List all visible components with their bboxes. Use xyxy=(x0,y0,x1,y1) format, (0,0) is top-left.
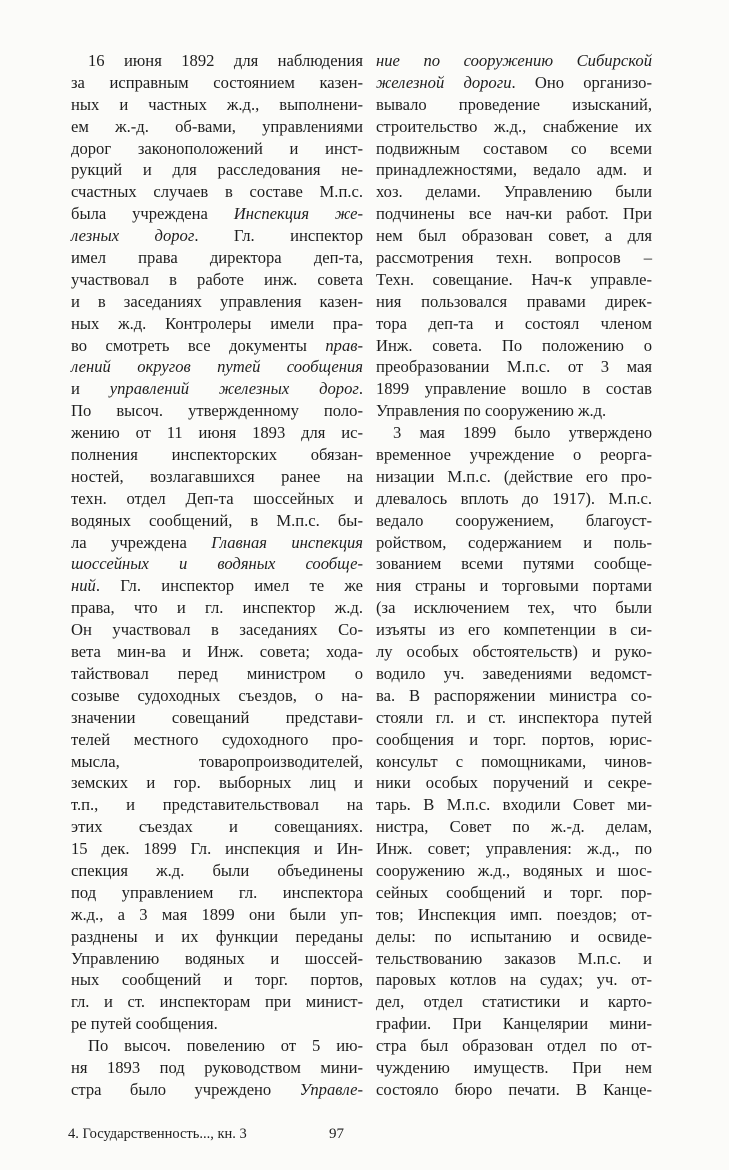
text-line xyxy=(71,335,363,357)
text-column-right xyxy=(376,50,652,1101)
text-segment: участвовал в работе инж. совета xyxy=(71,269,363,289)
text-line xyxy=(376,116,652,138)
page-number: 97 xyxy=(329,1126,344,1142)
text-line xyxy=(71,94,363,116)
text-line xyxy=(376,138,652,160)
text-segment: ня 1893 под руководством мини- xyxy=(71,1057,363,1077)
text-line xyxy=(376,225,652,247)
text-segment: созыве судоходных съездов, о на- xyxy=(71,685,363,705)
text-line xyxy=(376,991,652,1013)
text-line xyxy=(71,313,363,335)
text-line xyxy=(71,991,363,1013)
text-segment: во смотреть все документы xyxy=(71,335,326,355)
italic-term: Инспекция же- xyxy=(233,204,363,224)
text-segment: ла учреждена xyxy=(71,532,212,552)
text-line xyxy=(376,751,652,773)
text-segment: состояло бюро печати. В Канце- xyxy=(376,1079,652,1099)
text-segment: паровых котлов на судах; уч. от- xyxy=(376,970,652,990)
text-line xyxy=(71,510,363,532)
text-segment: подвижным составом со всеми xyxy=(376,138,652,158)
text-line xyxy=(71,751,363,773)
text-segment: т.п., и представительствовал на xyxy=(71,795,363,815)
text-line xyxy=(71,882,363,904)
text-line xyxy=(376,444,652,466)
text-line xyxy=(71,772,363,794)
text-line xyxy=(376,378,652,400)
italic-term: лезных дорог xyxy=(71,226,195,246)
text-line xyxy=(71,1057,363,1079)
text-line xyxy=(376,400,652,422)
text-line xyxy=(71,597,363,619)
text-segment: По высоч. повелению от 5 ию- xyxy=(88,1036,363,1056)
text-segment: ния пользовался правами дирек- xyxy=(376,291,652,311)
text-segment: дорог законоположений и инст- xyxy=(71,138,363,158)
text-segment: 1899 управление вошло в состав xyxy=(376,379,652,399)
text-line xyxy=(71,1079,363,1101)
text-segment: ва. В распоряжении министра со- xyxy=(376,685,652,705)
text-line xyxy=(376,641,652,663)
text-line xyxy=(376,707,652,729)
text-line xyxy=(376,94,652,116)
text-segment: ностей, возлагавшихся ранее на xyxy=(71,466,363,486)
text-segment: 16 июня 1892 для наблюдения xyxy=(88,51,363,70)
text-line xyxy=(376,685,652,707)
italic-term: ние по сооружению Сибирской xyxy=(376,51,652,70)
text-line xyxy=(376,1035,652,1057)
italic-term: прав- xyxy=(325,335,363,355)
text-segment: дел, отдел статистики и карто- xyxy=(376,992,652,1012)
text-line xyxy=(71,269,363,291)
text-segment: . Оно организо- xyxy=(511,72,653,92)
text-line xyxy=(376,50,652,72)
text-segment: гл. и ст. инспекторам при минист- xyxy=(71,992,363,1012)
text-segment: делы: по испытанию и освиде- xyxy=(376,926,652,946)
text-line xyxy=(376,488,652,510)
text-segment: сообщения и торг. портов, юрис- xyxy=(376,729,652,749)
text-segment: тельствованию заказов М.п.с. и xyxy=(376,948,652,968)
text-segment: вывало проведение изысканий, xyxy=(376,94,652,114)
text-line xyxy=(71,400,363,422)
text-line xyxy=(71,72,363,94)
text-line xyxy=(376,532,652,554)
text-segment: сооружению ж.д., водяных и шос- xyxy=(376,860,652,880)
text-segment: ния страны и торговыми портами xyxy=(376,576,652,596)
text-segment: изъяты из его компетенции в си- xyxy=(376,620,652,640)
text-segment: (за исключением тех, что были xyxy=(376,598,652,618)
italic-term: шоссейных и водяных сообще- xyxy=(71,554,363,574)
text-line xyxy=(71,203,363,225)
text-segment: тарь. В М.п.с. входили Совет ми- xyxy=(376,795,652,815)
text-line xyxy=(376,663,652,685)
text-segment: тайствовал перед министром о xyxy=(71,663,363,683)
text-column-left xyxy=(71,50,363,1101)
text-line xyxy=(376,816,652,838)
text-line xyxy=(376,269,652,291)
text-segment: техн. отдел Деп-та шоссейных и xyxy=(71,488,363,508)
text-segment: Управлению водяных и шоссей- xyxy=(71,948,363,968)
text-line xyxy=(71,291,363,313)
text-segment: была учреждена xyxy=(71,204,234,224)
italic-term: управлений железных дорог xyxy=(109,379,359,399)
text-segment: этих съездах и совещаниях. xyxy=(71,817,363,837)
text-segment: . xyxy=(358,379,363,399)
text-line xyxy=(376,575,652,597)
italic-term: ний xyxy=(71,576,96,596)
text-segment: под управлением гл. инспектора xyxy=(71,882,363,902)
text-line xyxy=(71,225,363,247)
text-line xyxy=(71,969,363,991)
text-line xyxy=(376,794,652,816)
text-segment: Инж. совет; управления: ж.д., по xyxy=(376,839,652,859)
text-segment: графии. При Канцелярии мини- xyxy=(376,1014,652,1034)
text-segment: спекция ж.д. были объединены xyxy=(71,860,363,880)
text-segment: . Гл. инспектор xyxy=(194,226,364,246)
text-segment: лу особых обстоятельств) и руко- xyxy=(376,642,652,662)
text-line xyxy=(71,619,363,641)
text-segment: хоз. делами. Управлению были xyxy=(376,182,652,202)
italic-term: лений округов путей сообщения xyxy=(71,357,363,377)
text-line xyxy=(376,597,652,619)
text-line xyxy=(71,904,363,926)
text-line xyxy=(71,838,363,860)
text-segment: рукций и для расследования не- xyxy=(71,160,363,180)
text-segment: и xyxy=(71,379,110,399)
text-segment: имел права директора деп-та, xyxy=(71,248,363,268)
text-line xyxy=(376,510,652,532)
text-line xyxy=(376,882,652,904)
text-segment: 15 дек. 1899 Гл. инспекция и Ин- xyxy=(71,839,363,859)
text-line xyxy=(376,772,652,794)
text-segment: ных сообщений и торг. портов, xyxy=(71,970,363,990)
text-segment: По высоч. утвержденному поло- xyxy=(71,401,363,421)
text-line xyxy=(71,1035,363,1057)
text-line xyxy=(71,948,363,970)
text-line xyxy=(71,1013,363,1035)
text-line xyxy=(71,422,363,444)
text-line xyxy=(376,904,652,926)
text-segment: зованием всеми путями сообще- xyxy=(376,554,652,574)
text-segment: подчинены все нач-ки работ. При xyxy=(376,204,652,224)
text-line xyxy=(71,138,363,160)
text-segment: ем ж.-д. об-вами, управлениями xyxy=(71,116,363,136)
text-line xyxy=(71,729,363,751)
text-line xyxy=(71,860,363,882)
text-line xyxy=(71,247,363,269)
text-line xyxy=(376,181,652,203)
text-segment: Он участвовал в заседаниях Со- xyxy=(71,620,363,640)
footer-signature: 4. Государственность..., кн. 3 xyxy=(68,1126,247,1142)
text-segment: консульт с помощниками, чинов- xyxy=(376,751,652,771)
text-line xyxy=(376,291,652,313)
text-segment: нем был образован совет, а для xyxy=(376,226,652,246)
italic-term: железной дороги xyxy=(376,72,512,92)
text-segment: чуждению имуществ. При нем xyxy=(376,1057,652,1077)
text-segment: вета мин-ва и Инж. совета; хода- xyxy=(71,642,363,662)
text-line xyxy=(376,466,652,488)
text-line xyxy=(376,1057,652,1079)
text-segment: за исправным состоянием казен- xyxy=(71,72,363,92)
text-line xyxy=(376,969,652,991)
text-segment: значении совещаний представи- xyxy=(71,707,363,727)
text-segment: жению от 11 июня 1893 для ис- xyxy=(71,423,363,443)
text-line xyxy=(71,641,363,663)
text-segment: сейных сообщений и торг. пор- xyxy=(376,882,652,902)
italic-term: Главная инспекция xyxy=(211,532,363,552)
text-line xyxy=(71,532,363,554)
text-line xyxy=(71,444,363,466)
text-segment: счастных случаев в составе М.п.с. xyxy=(71,182,363,202)
text-segment: ных ж.д. Контролеры имели пра- xyxy=(71,313,363,333)
text-segment: тов; Инспекция имп. поездов; от- xyxy=(376,904,652,924)
text-line xyxy=(376,247,652,269)
text-line xyxy=(71,159,363,181)
text-line xyxy=(376,838,652,860)
text-segment: и в заседаниях управления казен- xyxy=(71,291,363,311)
text-segment: принадлежностями, ведало адм. и xyxy=(376,160,652,180)
text-line xyxy=(376,422,652,444)
text-line xyxy=(71,707,363,729)
text-segment: Техн. совещание. Нач-к управле- xyxy=(376,269,652,289)
text-line xyxy=(376,1013,652,1035)
text-line xyxy=(376,553,652,575)
text-segment: стра было учреждено xyxy=(71,1079,300,1099)
text-line xyxy=(71,378,363,400)
text-line xyxy=(71,926,363,948)
text-line xyxy=(376,335,652,357)
text-line xyxy=(376,356,652,378)
text-segment: ж.д., а 3 мая 1899 они были уп- xyxy=(71,904,363,924)
text-segment: права, что и гл. инспектор ж.д. xyxy=(71,598,363,618)
text-segment: земских и гор. выборных лиц и xyxy=(71,773,363,793)
text-line xyxy=(376,203,652,225)
text-segment: ре путей сообщения. xyxy=(71,1014,218,1034)
italic-term: Управле- xyxy=(299,1079,363,1099)
text-segment: длевалось вплоть до 1917). М.п.с. xyxy=(376,488,652,508)
text-line xyxy=(71,816,363,838)
text-line xyxy=(71,116,363,138)
text-segment: разднены и их функции переданы xyxy=(71,926,363,946)
text-segment: преобразовании М.п.с. от 3 мая xyxy=(376,357,652,377)
text-line xyxy=(71,553,363,575)
text-segment: стояли гл. и ст. инспектора путей xyxy=(376,707,652,727)
text-segment: ники особых поручений и секре- xyxy=(376,773,652,793)
text-segment: водило уч. заведениями ведомст- xyxy=(376,663,652,683)
text-line xyxy=(71,356,363,378)
text-segment: телей местного судоходного про- xyxy=(71,729,363,749)
text-segment: Управления по сооружению ж.д. xyxy=(376,401,607,421)
text-line xyxy=(376,729,652,751)
text-line xyxy=(71,488,363,510)
text-line xyxy=(376,860,652,882)
text-segment: нистра, Совет по ж.-д. делам, xyxy=(376,817,652,837)
text-segment: мысла, товаропроизводителей, xyxy=(71,751,363,771)
text-segment: полнения инспекторских обязан- xyxy=(71,445,363,465)
text-line xyxy=(376,948,652,970)
text-segment: стра был образован отдел по от- xyxy=(376,1036,652,1056)
text-line xyxy=(71,50,363,72)
text-line xyxy=(71,466,363,488)
text-segment: ных и частных ж.д., выполнени- xyxy=(71,94,363,114)
text-line xyxy=(376,1079,652,1101)
text-line xyxy=(71,575,363,597)
text-segment: временное учреждение о реорга- xyxy=(376,445,652,465)
text-line xyxy=(71,181,363,203)
text-segment: 3 мая 1899 было утверждено xyxy=(393,423,652,443)
text-line xyxy=(376,72,652,94)
text-segment: рассмотрения техн. вопросов – xyxy=(376,248,652,268)
text-line xyxy=(376,926,652,948)
text-segment: ведало сооружением, благоуст- xyxy=(376,510,652,530)
text-segment: тора деп-та и состоял членом xyxy=(376,313,652,333)
text-line xyxy=(376,313,652,335)
text-segment: ройством, содержанием и поль- xyxy=(376,532,652,552)
text-line xyxy=(376,159,652,181)
text-segment: строительство ж.д., снабжение их xyxy=(376,116,652,136)
text-line xyxy=(71,685,363,707)
text-segment: . Гл. инспектор имел те же xyxy=(95,576,363,596)
text-segment: низации М.п.с. (действие его про- xyxy=(376,466,652,486)
text-line xyxy=(376,619,652,641)
text-segment: Инж. совета. По положению о xyxy=(376,335,652,355)
text-line xyxy=(71,794,363,816)
text-segment: водяных сообщений, в М.п.с. бы- xyxy=(71,510,363,530)
text-line xyxy=(71,663,363,685)
